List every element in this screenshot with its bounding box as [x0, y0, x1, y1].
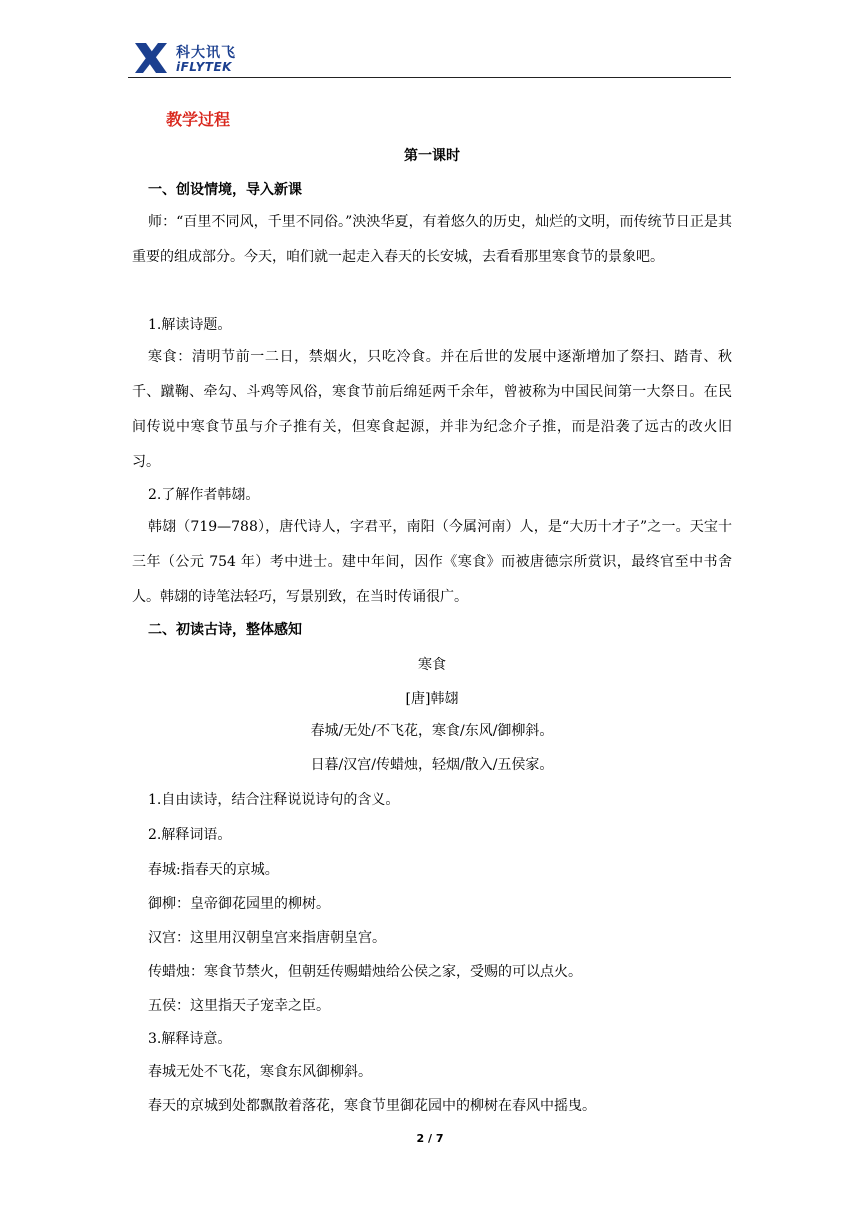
poem-line-2: 日暮/汉宫/传蜡烛，轻烟/散入/五侯家。	[310, 757, 554, 773]
poem-title: 寒食	[418, 657, 446, 673]
section-title: 教学过程	[166, 110, 231, 129]
page-number: 2 / 7	[416, 1132, 444, 1145]
verse-1: 春城无处不飞花，寒食东风御柳斜。	[148, 1064, 372, 1080]
logo-text-cn: 科大讯飞	[176, 45, 236, 61]
step-1: 1.解读诗题。	[148, 317, 232, 333]
task-1: 1.自由读诗，结合注释说说诗句的含义。	[148, 792, 400, 808]
word-gloss-2: 御柳：皇帝御花园里的柳树。	[148, 896, 330, 912]
hanshi-explanation: 寒食：清明节前一二日，禁烟火，只吃冷食。并在后世的发展中逐渐增加了祭扫、踏青、秋千、蹴鞠、牵勾、斗鸡等风俗，寒食节前后绵延两千余年，曾被称为中国民间第一大祭日。在民间传说中寒食节虽与介子推有关，但寒食起源，并非为纪念介子推，而是沿袭了远古的改火旧习。	[132, 349, 732, 470]
word-gloss-5: 五侯：这里指天子宠幸之臣。	[148, 998, 330, 1014]
word-gloss-3: 汉宫：这里用汉朝皇宫来指唐朝皇宫。	[148, 930, 386, 946]
poem-author: [唐]韩翃	[405, 691, 459, 707]
task-2: 2.解释词语。	[148, 827, 232, 843]
intro-paragraph: 师：“百里不同风，千里不同俗。”泱泱华夏，有着悠久的历史，灿烂的文明，而传统节日正是其重要的组成部分。今天，咱们就一起走入春天的长安城，去看看那里寒食节的景象吧。	[132, 214, 732, 265]
header	[132, 40, 732, 80]
logo-text-en: iFLYTEK	[176, 60, 232, 74]
heading-1: 一、创设情境，导入新课	[148, 182, 302, 198]
poem-line-1: 春城/无处/不飞花，寒食/东风/御柳斜。	[310, 723, 554, 739]
word-gloss-4: 传蜡烛：寒食节禁火，但朝廷传赐蜡烛给公侯之家，受赐的可以点火。	[148, 964, 582, 980]
word-gloss-1: 春城:指春天的京城。	[148, 862, 279, 878]
step-2: 2.了解作者韩翃。	[148, 487, 260, 503]
header-divider	[128, 77, 731, 78]
task-3: 3.解释诗意。	[148, 1031, 232, 1047]
lesson-title: 第一课时	[404, 148, 460, 164]
author-bio: 韩翃（719—788），唐代诗人，字君平，南阳（今属河南）人，是“大历十才子”之一。天宝十三年（公元 754 年）考中进士。建中年间，因作《寒食》而被唐德宗所赏识，最终官至中书舍人。韩翃的诗笔法轻巧，写景别致，在当时传诵很广。	[132, 519, 732, 605]
iflytek-logo-icon	[132, 40, 170, 76]
heading-2: 二、初读古诗，整体感知	[148, 622, 302, 638]
verse-1-meaning: 春天的京城到处都飘散着落花，寒食节里御花园中的柳树在春风中摇曳。	[148, 1098, 596, 1114]
